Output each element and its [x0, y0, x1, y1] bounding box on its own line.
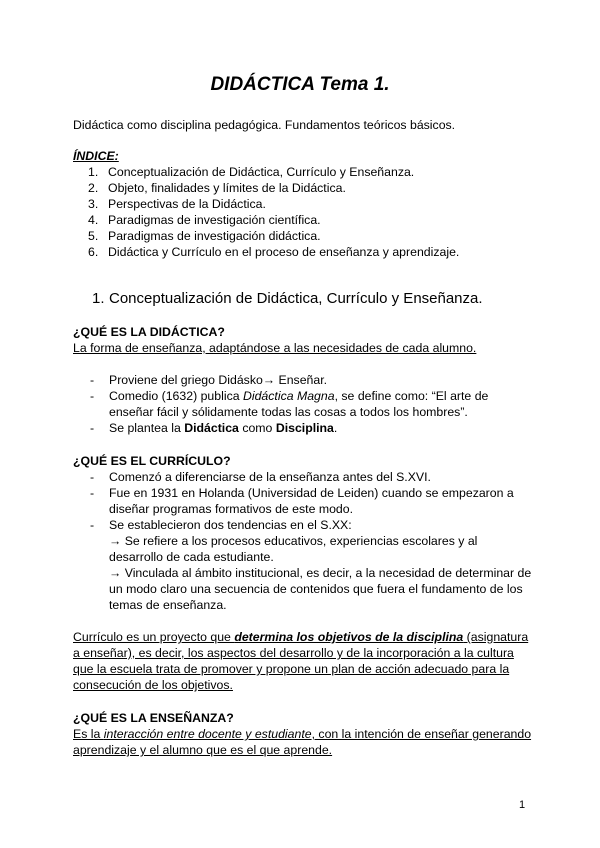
ensenanza-heading: ¿QUÉ ES LA ENSEÑANZA?	[73, 711, 234, 725]
emphasis: determina los objetivos de la disciplina	[234, 630, 464, 644]
index-item-text: Objeto, finalidades y límites de la Didáctica.	[108, 181, 346, 195]
tendency-2-cont: un modo claro una secuencia de contenidos que fuera el fundamento de los	[109, 582, 523, 596]
curriculo-definition	[73, 630, 528, 645]
didactica-heading: ¿QUÉ ES LA DIDÁCTICA?	[73, 325, 225, 339]
curriculo-bullet-2-cont: diseñar programas formativos de este modo.	[109, 502, 354, 516]
curriculo-definition-cont: que la escuela trata de promover y propone un plan de acción adecuado para la	[73, 662, 510, 676]
index-item-number: 3.	[88, 197, 99, 211]
index-item-number: 1.	[88, 165, 99, 179]
index-item	[88, 164, 459, 180]
curriculo-bullet-3: Se establecieron dos tendencias en el S.XX:	[109, 518, 352, 532]
bullet-dash: -	[90, 373, 95, 387]
index-item-number: 4.	[88, 213, 99, 227]
index-item	[88, 180, 459, 196]
tendency-2-cont: temas de enseñanza.	[109, 598, 227, 612]
tendency-1: → Se refiere a los procesos educativos, experiencias escolares y al	[109, 534, 478, 548]
didactica-definition: La forma de enseñanza, adaptándose a las necesidades de cada alumno.	[73, 341, 477, 355]
page-number: 1	[519, 799, 526, 811]
index-item	[88, 228, 459, 244]
text-run: (asignatura	[463, 630, 529, 644]
section-title: Conceptualización de Didáctica, Currículo y Enseñanza.	[109, 290, 483, 307]
document-subtitle: Didáctica como disciplina pedagógica. Fundamentos teóricos básicos.	[73, 118, 456, 132]
text-run: Currículo es un proyecto que	[73, 630, 235, 644]
ensenanza-definition-cont: aprendizaje y el alumno que es el que aprende.	[73, 743, 333, 757]
curriculo-definition-cont: a enseñar), es decir, los aspectos del desarrollo y de la incorporación a la cultura	[73, 646, 514, 660]
index-list	[88, 164, 459, 260]
bullet-dash: -	[90, 470, 95, 484]
index-item-text: Paradigmas de investigación científica.	[108, 213, 321, 227]
text-run: Comedio (1632) publica	[109, 389, 243, 403]
text-run: , con la intención de enseñar generando	[311, 727, 532, 741]
index-item	[88, 244, 459, 260]
curriculo-definition-cont: consecución de los objetivos.	[73, 678, 233, 692]
text-run: .	[333, 421, 338, 435]
curriculo-bullet-2: Fue en 1931 en Holanda (Universidad de Leiden) cuando se empezaron a	[109, 486, 514, 500]
ensenanza-definition	[73, 727, 531, 742]
document-title: DIDÁCTICA Tema 1.	[210, 74, 390, 95]
didactica-bullet-2-cont: enseñar fácil y sólidamente todas las cosas a todos los hombres”.	[109, 405, 468, 419]
index-item-text: Didáctica y Currículo en el proceso de enseñanza y aprendizaje.	[108, 245, 460, 259]
didactica-bullet-1: Proviene del griego Didásko→ Enseñar.	[109, 373, 328, 387]
emphasis: interacción entre docente y estudiante	[103, 727, 312, 741]
index-item-text: Conceptualización de Didáctica, Currículo y Enseñanza.	[108, 165, 415, 179]
index-item	[88, 212, 459, 228]
bullet-dash: -	[90, 421, 95, 435]
index-item	[88, 196, 459, 212]
tendency-1-cont: desarrollo de cada estudiante.	[109, 550, 274, 564]
didactica-bullet-2	[109, 388, 488, 404]
bullet-dash: -	[90, 518, 95, 532]
index-item-text: Perspectivas de la Didáctica.	[108, 197, 266, 211]
didactica-bullet-3	[109, 420, 337, 436]
curriculo-bullet-1: Comenzó a diferenciarse de la enseñanza antes del S.XVI.	[109, 470, 431, 484]
text-run: como	[238, 421, 276, 435]
section-number: 1.	[92, 290, 105, 307]
bullet-dash: -	[90, 389, 95, 403]
index-heading: ÍNDICE:	[73, 149, 119, 163]
text-run: , se define como: “El arte de	[334, 389, 489, 403]
text-run: Se plantea la	[109, 421, 185, 435]
index-item-number: 5.	[88, 229, 99, 243]
bullet-dash: -	[90, 486, 95, 500]
index-item-number: 2.	[88, 181, 99, 195]
book-title: Didáctica Magna	[242, 389, 335, 403]
index-item-text: Paradigmas de investigación didáctica.	[108, 229, 321, 243]
bold-term: Disciplina	[275, 421, 334, 435]
curriculo-heading: ¿QUÉ ES EL CURRÍCULO?	[73, 454, 231, 468]
bold-term: Didáctica	[184, 421, 239, 435]
tendency-2: → Vinculada al ámbito institucional, es decir, a la necesidad de determinar de	[109, 566, 532, 580]
text-run: Es la	[73, 727, 104, 741]
index-item-number: 6.	[88, 245, 99, 259]
section-heading	[92, 290, 483, 307]
